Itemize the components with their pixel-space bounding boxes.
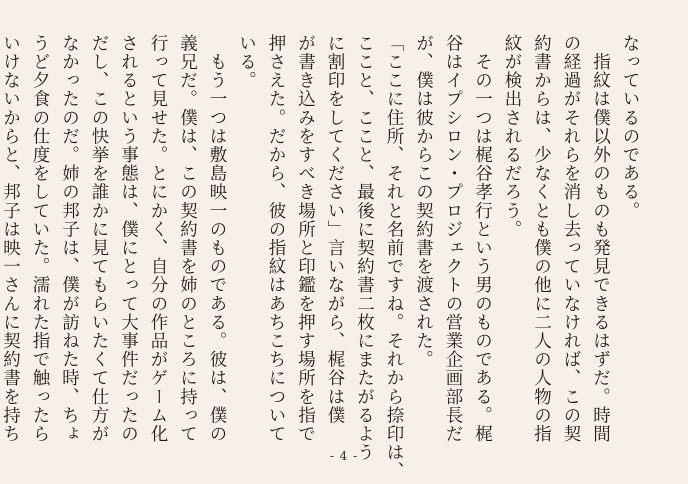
text-line: 指紋は僕以外のものも発見できるはずだ。時間 [590, 34, 611, 444]
text-line: 谷はイプシロン・プロジェクトの営業企画部長だ [443, 34, 463, 444]
text-line: なかったのだ。姉の邦子は、僕が訪ねた時、ちょ [59, 34, 80, 444]
text-line: 紋が検出されるだろう。 [502, 34, 522, 239]
text-line: その一つは梶谷孝行という男のものである。梶 [472, 34, 493, 444]
text-line: 押さえた。だから、彼の指紋はあちこちについて [266, 34, 286, 444]
text-line: ここと、ここと、最後に契約書二枚にまたがるよう [354, 34, 375, 462]
text-line: されるという事態は、僕にとって大事件だったの [118, 34, 139, 444]
text-line: 行って見せた。とにかく、自分の作品がゲーム化 [148, 34, 168, 444]
text-line: が書き込みをすべき場所と印鑑を押す場所を指で [295, 34, 316, 444]
text-line: うど夕食の仕度をしていた。濡れた指で触ったら [30, 34, 50, 444]
text-line: 約書からは、少なくとも僕の他に二人の人物の指 [531, 34, 552, 444]
text-line: いる。 [236, 34, 257, 90]
text-line: 「ここに住所、それと名前ですね。それから捺印は、 [384, 34, 404, 481]
page-number: - 4 - [329, 449, 359, 463]
text-line: の経過がそれらを消し去っていなければ、この契 [561, 34, 581, 444]
text-line: に割印をしてください」言いながら、梶谷は僕 [325, 34, 345, 425]
text-line: が、僕は彼からこの契約書を渡された。 [413, 34, 434, 369]
text-line: だし、この快挙を誰かに見てもらいたくて仕方が [89, 34, 109, 444]
text-line: もう一つは敷島映一のものである。彼は、僕の [207, 34, 227, 444]
text-line: 義兄だ。僕は、この契約書を姉のところに持って [177, 34, 198, 444]
text-line: なっているのである。 [620, 34, 640, 220]
text-line: いけないからと、邦子は映一さんに契約書を持ち [0, 34, 21, 444]
vertical-text-block [0, 34, 644, 481]
